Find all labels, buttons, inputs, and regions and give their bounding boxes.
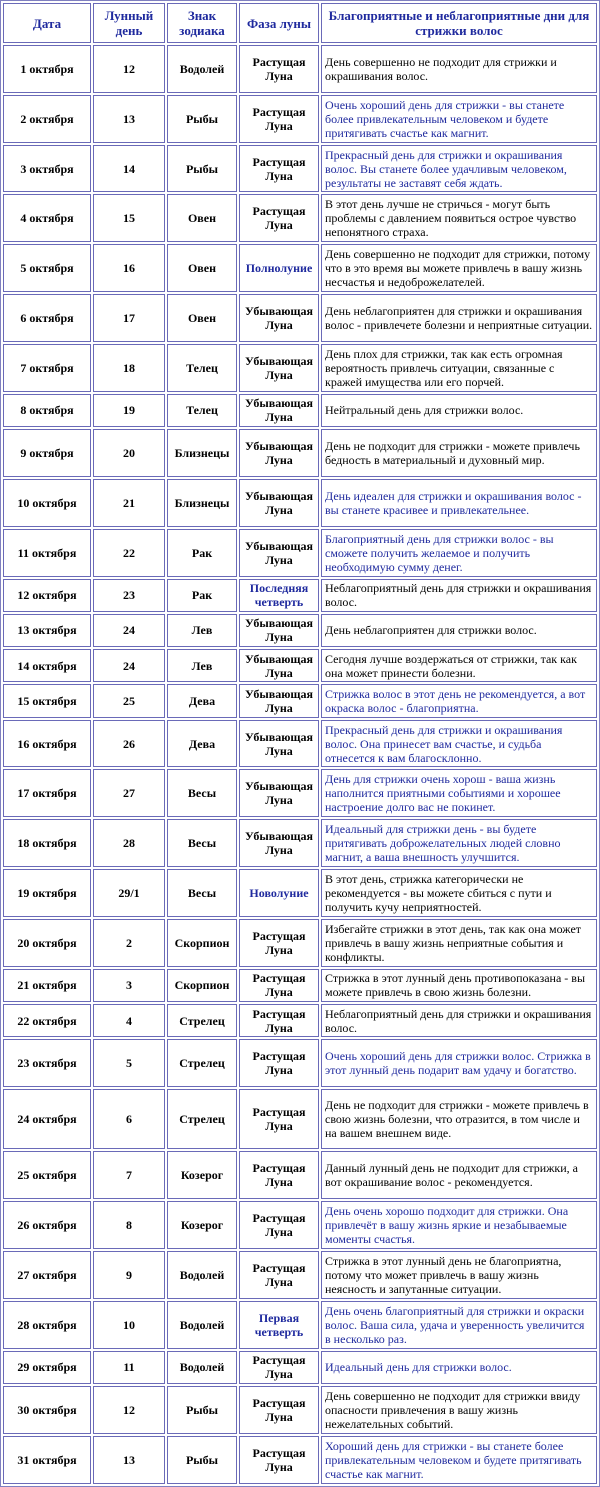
phase-cell: Убывающая Луна: [239, 819, 319, 867]
date-cell: 26 октября: [3, 1201, 91, 1249]
lunar-day-cell: 19: [93, 394, 165, 427]
description-cell: День очень благоприятный для стрижки и окраски волос. Ваша сила, удача и уверенность увеличится в несколько раз.: [321, 1301, 597, 1349]
lunar-day-cell: 12: [93, 1386, 165, 1434]
date-cell: 24 октября: [3, 1089, 91, 1149]
zodiac-cell: Водолей: [167, 1251, 237, 1299]
description-cell: День для стрижки очень хорош - ваша жизнь наполнится приятными событиями и хорошее настроение долго вас не покинет.: [321, 769, 597, 817]
description-cell: День совершенно не подходит для стрижки, потому что в это время вы можете привлечь в вашу жизнь несчастья и недоброжелателей.: [321, 244, 597, 292]
phase-cell: Растущая Луна: [239, 95, 319, 143]
description-cell: День не подходит для стрижки - можете привлечь в свою жизнь болезни, что отразится, в том числе и на вашем внешнем виде.: [321, 1089, 597, 1149]
description-cell: Хороший день для стрижки - вы станете более привлекательным человеком и будете притягивать счастье как магнит.: [321, 1436, 597, 1484]
phase-cell: Первая четверть: [239, 1301, 319, 1349]
phase-cell: Растущая Луна: [239, 1039, 319, 1087]
lunar-day-cell: 2: [93, 919, 165, 967]
date-cell: 18 октября: [3, 819, 91, 867]
lunar-day-cell: 25: [93, 684, 165, 717]
date-cell: 9 октября: [3, 429, 91, 477]
phase-cell: Полнолуние: [239, 244, 319, 292]
date-cell: 15 октября: [3, 684, 91, 717]
description-cell: Нейтральный день для стрижки волос.: [321, 394, 597, 427]
zodiac-cell: Скорпион: [167, 969, 237, 1002]
zodiac-cell: Дева: [167, 684, 237, 717]
description-cell: Очень хороший день для стрижки - вы станете более привлекательным человеком и будете притягивать счастье как магнит.: [321, 95, 597, 143]
zodiac-cell: Лев: [167, 614, 237, 647]
phase-cell: Убывающая Луна: [239, 294, 319, 342]
zodiac-cell: Овен: [167, 244, 237, 292]
description-cell: Очень хороший день для стрижки волос. Стрижка в этот лунный день подарит вам удачу и богатство.: [321, 1039, 597, 1087]
table-row: [3, 1039, 597, 1087]
table-row: [3, 649, 597, 682]
header-date: Дата: [3, 3, 91, 43]
date-cell: 30 октября: [3, 1386, 91, 1434]
phase-cell: Новолуние: [239, 869, 319, 917]
table-row: [3, 1301, 597, 1349]
header-row: [3, 3, 597, 43]
zodiac-cell: Водолей: [167, 1301, 237, 1349]
description-cell: Избегайте стрижки в этот день, так как она может привлечь в вашу жизнь неприятные события и конфликты.: [321, 919, 597, 967]
zodiac-cell: Рыбы: [167, 95, 237, 143]
date-cell: 25 октября: [3, 1151, 91, 1199]
table-row: [3, 769, 597, 817]
description-cell: День плох для стрижки, так как есть огромная вероятность привлечь ситуации, связанные с кражей имущества или его порчей.: [321, 344, 597, 392]
table-row: [3, 95, 597, 143]
zodiac-cell: Овен: [167, 194, 237, 242]
date-cell: 23 октября: [3, 1039, 91, 1087]
lunar-day-cell: 28: [93, 819, 165, 867]
phase-cell: Убывающая Луна: [239, 529, 319, 577]
zodiac-cell: Стрелец: [167, 1004, 237, 1037]
date-cell: 3 октября: [3, 145, 91, 193]
lunar-day-cell: 14: [93, 145, 165, 193]
zodiac-cell: Весы: [167, 819, 237, 867]
description-cell: Благоприятный день для стрижки волос - вы сможете получить желаемое и получить необходимую сумму денег.: [321, 529, 597, 577]
header-phase: Фаза луны: [239, 3, 319, 43]
zodiac-cell: Рыбы: [167, 145, 237, 193]
zodiac-cell: Весы: [167, 769, 237, 817]
zodiac-cell: Телец: [167, 394, 237, 427]
phase-cell: Убывающая Луна: [239, 684, 319, 717]
phase-cell: Последняя четверть: [239, 579, 319, 612]
zodiac-cell: Лев: [167, 649, 237, 682]
date-cell: 27 октября: [3, 1251, 91, 1299]
lunar-day-cell: 15: [93, 194, 165, 242]
table-row: [3, 1436, 597, 1484]
zodiac-cell: Близнецы: [167, 479, 237, 527]
lunar-day-cell: 27: [93, 769, 165, 817]
table-row: [3, 479, 597, 527]
zodiac-cell: Весы: [167, 869, 237, 917]
description-cell: Стрижка в этот лунный день не благоприятна, потому что может привлечь в вашу жизнь неясность и запутанные ситуации.: [321, 1251, 597, 1299]
table-row: [3, 1251, 597, 1299]
zodiac-cell: Близнецы: [167, 429, 237, 477]
lunar-day-cell: 23: [93, 579, 165, 612]
table-row: [3, 244, 597, 292]
zodiac-cell: Рак: [167, 529, 237, 577]
header-description: Благоприятные и неблагоприятные дни для стрижки волос: [321, 3, 597, 43]
table-row: [3, 720, 597, 768]
date-cell: 5 октября: [3, 244, 91, 292]
date-cell: 17 октября: [3, 769, 91, 817]
table-row: [3, 194, 597, 242]
phase-cell: Растущая Луна: [239, 1151, 319, 1199]
table-row: [3, 45, 597, 93]
lunar-day-cell: 20: [93, 429, 165, 477]
description-cell: Стрижка волос в этот день не рекомендуется, а вот окраска волос - благоприятна.: [321, 684, 597, 717]
date-cell: 11 октября: [3, 529, 91, 577]
phase-cell: Убывающая Луна: [239, 344, 319, 392]
table-row: [3, 529, 597, 577]
description-cell: День идеален для стрижки и окрашивания волос - вы станете красивее и привлекательнее.: [321, 479, 597, 527]
lunar-day-cell: 8: [93, 1201, 165, 1249]
header-lunar-day: Лунный день: [93, 3, 165, 43]
description-cell: День очень хорошо подходит для стрижки. Она привлечёт в вашу жизнь яркие и незабываемые моменты счастья.: [321, 1201, 597, 1249]
description-cell: В этот день лучше не стричься - могут быть проблемы с давлением появиться острое чувство непонятного страха.: [321, 194, 597, 242]
description-cell: Идеальный для стрижки день - вы будете притягивать доброжелательных людей словно магнит, а ваша внешность улучшится.: [321, 819, 597, 867]
table-row: [3, 819, 597, 867]
date-cell: 13 октября: [3, 614, 91, 647]
zodiac-cell: Телец: [167, 344, 237, 392]
table-row: [3, 145, 597, 193]
lunar-day-cell: 4: [93, 1004, 165, 1037]
zodiac-cell: Скорпион: [167, 919, 237, 967]
phase-cell: Растущая Луна: [239, 1436, 319, 1484]
lunar-day-cell: 6: [93, 1089, 165, 1149]
description-cell: Прекрасный день для стрижки и окрашивания волос. Вы станете более удачливым человеком, результаты не заставят себя ждать.: [321, 145, 597, 193]
phase-cell: Растущая Луна: [239, 1004, 319, 1037]
phase-cell: Растущая Луна: [239, 969, 319, 1002]
table-row: [3, 919, 597, 967]
date-cell: 6 октября: [3, 294, 91, 342]
date-cell: 12 октября: [3, 579, 91, 612]
date-cell: 10 октября: [3, 479, 91, 527]
date-cell: 21 октября: [3, 969, 91, 1002]
table-row: [3, 294, 597, 342]
zodiac-cell: Рыбы: [167, 1386, 237, 1434]
zodiac-cell: Водолей: [167, 45, 237, 93]
date-cell: 31 октября: [3, 1436, 91, 1484]
lunar-day-cell: 17: [93, 294, 165, 342]
description-cell: В этот день, стрижка категорически не рекомендуется - вы можете сбиться с пути и получить кучу неприятностей.: [321, 869, 597, 917]
lunar-day-cell: 12: [93, 45, 165, 93]
phase-cell: Растущая Луна: [239, 919, 319, 967]
phase-cell: Убывающая Луна: [239, 479, 319, 527]
table-row: [3, 429, 597, 477]
description-cell: Стрижка в этот лунный день противопоказана - вы можете привлечь в свою жизнь болезни.: [321, 969, 597, 1002]
description-cell: День неблагоприятен для стрижки волос.: [321, 614, 597, 647]
zodiac-cell: Рыбы: [167, 1436, 237, 1484]
zodiac-cell: Рак: [167, 579, 237, 612]
table-row: [3, 1151, 597, 1199]
description-cell: Данный лунный день не подходит для стрижки, а вот окрашивание волос - рекомендуется.: [321, 1151, 597, 1199]
phase-cell: Растущая Луна: [239, 145, 319, 193]
table-row: [3, 614, 597, 647]
phase-cell: Убывающая Луна: [239, 429, 319, 477]
phase-cell: Убывающая Луна: [239, 769, 319, 817]
description-cell: День совершенно не подходит для стрижки и окрашивания волос.: [321, 45, 597, 93]
table-row: [3, 394, 597, 427]
date-cell: 28 октября: [3, 1301, 91, 1349]
phase-cell: Убывающая Луна: [239, 649, 319, 682]
lunar-day-cell: 29/1: [93, 869, 165, 917]
zodiac-cell: Овен: [167, 294, 237, 342]
date-cell: 19 октября: [3, 869, 91, 917]
description-cell: Сегодня лучше воздержаться от стрижки, так как она может принести болезни.: [321, 649, 597, 682]
zodiac-cell: Дева: [167, 720, 237, 768]
date-cell: 22 октября: [3, 1004, 91, 1037]
table-row: [3, 1004, 597, 1037]
table-row: [3, 684, 597, 717]
lunar-day-cell: 13: [93, 95, 165, 143]
date-cell: 8 октября: [3, 394, 91, 427]
date-cell: 4 октября: [3, 194, 91, 242]
zodiac-cell: Козерог: [167, 1151, 237, 1199]
description-cell: Прекрасный день для стрижки и окрашивания волос. Она принесет вам счастье, и судьба отнесется к вам благосклонно.: [321, 720, 597, 768]
lunar-day-cell: 10: [93, 1301, 165, 1349]
description-cell: Неблагоприятный день для стрижки и окрашивания волос.: [321, 1004, 597, 1037]
phase-cell: Растущая Луна: [239, 1251, 319, 1299]
table-row: [3, 969, 597, 1002]
description-cell: Неблагоприятный день для стрижки и окрашивания волос.: [321, 579, 597, 612]
description-cell: Идеальный день для стрижки волос.: [321, 1351, 597, 1384]
table-row: [3, 1201, 597, 1249]
phase-cell: Растущая Луна: [239, 1201, 319, 1249]
table-row: [3, 1386, 597, 1434]
lunar-day-cell: 9: [93, 1251, 165, 1299]
phase-cell: Убывающая Луна: [239, 614, 319, 647]
lunar-day-cell: 24: [93, 649, 165, 682]
lunar-day-cell: 26: [93, 720, 165, 768]
phase-cell: Убывающая Луна: [239, 720, 319, 768]
description-cell: День совершенно не подходит для стрижки ввиду опасности привлечения в вашу жизнь нежелательных событий.: [321, 1386, 597, 1434]
lunar-day-cell: 7: [93, 1151, 165, 1199]
phase-cell: Убывающая Луна: [239, 394, 319, 427]
date-cell: 14 октября: [3, 649, 91, 682]
lunar-day-cell: 24: [93, 614, 165, 647]
date-cell: 29 октября: [3, 1351, 91, 1384]
lunar-day-cell: 11: [93, 1351, 165, 1384]
zodiac-cell: Водолей: [167, 1351, 237, 1384]
lunar-day-cell: 21: [93, 479, 165, 527]
lunar-day-cell: 22: [93, 529, 165, 577]
header-zodiac: Знак зодиака: [167, 3, 237, 43]
phase-cell: Растущая Луна: [239, 194, 319, 242]
lunar-day-cell: 18: [93, 344, 165, 392]
zodiac-cell: Козерог: [167, 1201, 237, 1249]
lunar-day-cell: 13: [93, 1436, 165, 1484]
date-cell: 1 октября: [3, 45, 91, 93]
zodiac-cell: Стрелец: [167, 1089, 237, 1149]
lunar-day-cell: 5: [93, 1039, 165, 1087]
table-row: [3, 1351, 597, 1384]
zodiac-cell: Стрелец: [167, 1039, 237, 1087]
phase-cell: Растущая Луна: [239, 1386, 319, 1434]
table-row: [3, 869, 597, 917]
description-cell: День неблагоприятен для стрижки и окрашивания волос - привлечете болезни и неприятные ситуации.: [321, 294, 597, 342]
phase-cell: Растущая Луна: [239, 1351, 319, 1384]
date-cell: 16 октября: [3, 720, 91, 768]
phase-cell: Растущая Луна: [239, 1089, 319, 1149]
lunar-day-cell: 3: [93, 969, 165, 1002]
date-cell: 2 октября: [3, 95, 91, 143]
description-cell: День не подходит для стрижки - можете привлечь бедность в материальный и духовный мир.: [321, 429, 597, 477]
table-row: [3, 1089, 597, 1149]
table-row: [3, 579, 597, 612]
phase-cell: Растущая Луна: [239, 45, 319, 93]
date-cell: 7 октября: [3, 344, 91, 392]
table-row: [3, 344, 597, 392]
date-cell: 20 октября: [3, 919, 91, 967]
lunar-day-cell: 16: [93, 244, 165, 292]
